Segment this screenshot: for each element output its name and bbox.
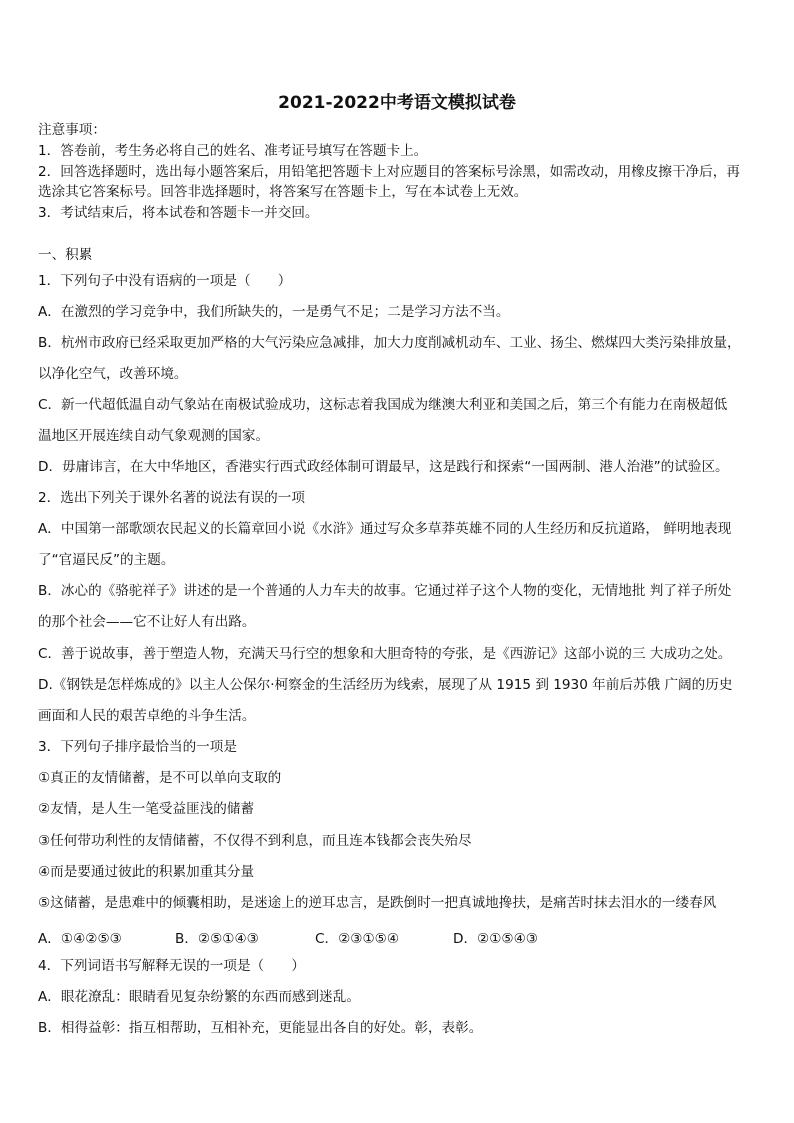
question-1-option-b-cont: 以净化空气，改善环境。	[38, 366, 188, 382]
question-3-sentence-4: ④而是要通过彼此的积累加重其分量	[38, 864, 255, 880]
question-3-sentence-1: ①真正的友情储蓄，是不可以单向支取的	[38, 770, 282, 786]
question-3-sentence-2: ②友情，是人生一笔受益匪浅的储蓄	[38, 801, 255, 817]
question-3-sentence-5: ⑤这储蓄，是患难中的倾囊相助，是迷途上的逆耳忠言，是跌倒时一把真诚地搀扶，是痛苦时抹去泪水的一缕春风	[38, 895, 717, 911]
question-2-option-d: D.《钢铁是怎样炼成的》以主人公保尔·柯察金的生活经历为线索，展现了从 1915 到 1930 年前后苏俄 广阔的历史	[38, 677, 733, 693]
notice-item-2-cont: 选涂其它答案标号。回答非选择题时，将答案写在答题卡上，写在本试卷上无效。	[38, 184, 528, 200]
question-3-option-d: D．②①⑤④③	[453, 931, 538, 947]
notice-item-2: 2．回答选择题时，选出每小题答案后，用铅笔把答题卡上对应题目的答案标号涂黑，如需改动，用橡皮擦干净后，再	[38, 164, 740, 180]
question-1-option-c: C．新一代超低温自动气象站在南极试验成功，这标志着我国成为继澳大利亚和美国之后，第三个有能力在南极超低	[38, 397, 728, 413]
question-3-option-c: C．②③①⑤④	[315, 931, 400, 947]
question-2-stem: 2．选出下列关于课外名著的说法有误的一项	[38, 490, 305, 506]
question-1-option-c-cont: 温地区开展连续自动气象观测的国家。	[38, 428, 270, 444]
question-1-option-d: D．毋庸讳言，在大中华地区，香港实行西式政经体制可谓最早，这是践行和探索“一国两制、港人治港”的试验区。	[38, 459, 729, 475]
question-3-option-a: A．①④②⑤③	[38, 931, 122, 947]
question-2-option-c: C．善于说故事，善于塑造人物，充满天马行空的想象和大胆奇特的夸张，是《西游记》这部小说的三 大成功之处。	[38, 646, 732, 662]
notice-item-3: 3．考试结束后，将本试卷和答题卡一并交回。	[38, 205, 319, 221]
question-2-option-a: A．中国第一部歌颂农民起义的长篇章回小说《水浒》通过写众多草莽英雄不同的人生经历和反抗道路， 鲜明地表现	[38, 521, 732, 537]
question-1-stem: 1．下列句子中没有语病的一项是（ ）	[38, 273, 292, 289]
question-1-option-b: B．杭州市政府已经采取更加严格的大气污染应急减排，加大力度削减机动车、工业、扬尘、燃煤四大类污染排放量，	[38, 335, 741, 351]
question-3-option-b: B．②⑤①④③	[175, 931, 259, 947]
question-3-options	[38, 927, 760, 947]
question-2-option-b-cont: 的那个社会——它不让好人有出路。	[38, 614, 256, 630]
question-1-option-a: A．在激烈的学习竞争中，我们所缺失的，一是勇气不足；二是学习方法不当。	[38, 304, 510, 320]
question-2-option-d-cont: 画面和人民的艰苦卓绝的斗争生活。	[38, 708, 256, 724]
section-heading: 一、积累	[38, 247, 93, 263]
page-title: 2021-2022中考语文模拟试卷	[278, 93, 516, 113]
question-2-option-b: B．冰心的《骆驼祥子》讲述的是一个普通的人力车夫的故事。它通过祥子这个人物的变化，无情地批 判了祥子所处	[38, 583, 732, 599]
question-3-stem: 3．下列句子排序最恰当的一项是	[38, 739, 237, 755]
question-4-option-b: B．相得益彰：指互相帮助，互相补充，更能显出各自的好处。彰，表彰。	[38, 1020, 483, 1036]
question-4-stem: 4．下列词语书写解释无误的一项是（ ）	[38, 958, 305, 974]
notice-item-1: 1．答卷前，考生务必将自己的姓名、准考证号填写在答题卡上。	[38, 143, 428, 159]
notice-heading: 注意事项：	[38, 122, 106, 138]
question-3-sentence-3: ③任何带功利性的友情储蓄，不仅得不到利息，而且连本钱都会丧失殆尽	[38, 833, 472, 849]
question-2-option-a-cont: 了“官逼民反”的主题。	[38, 552, 175, 568]
question-4-option-a: A．眼花潦乱：眼睛看见复杂纷繁的东西而感到迷乱。	[38, 989, 360, 1005]
